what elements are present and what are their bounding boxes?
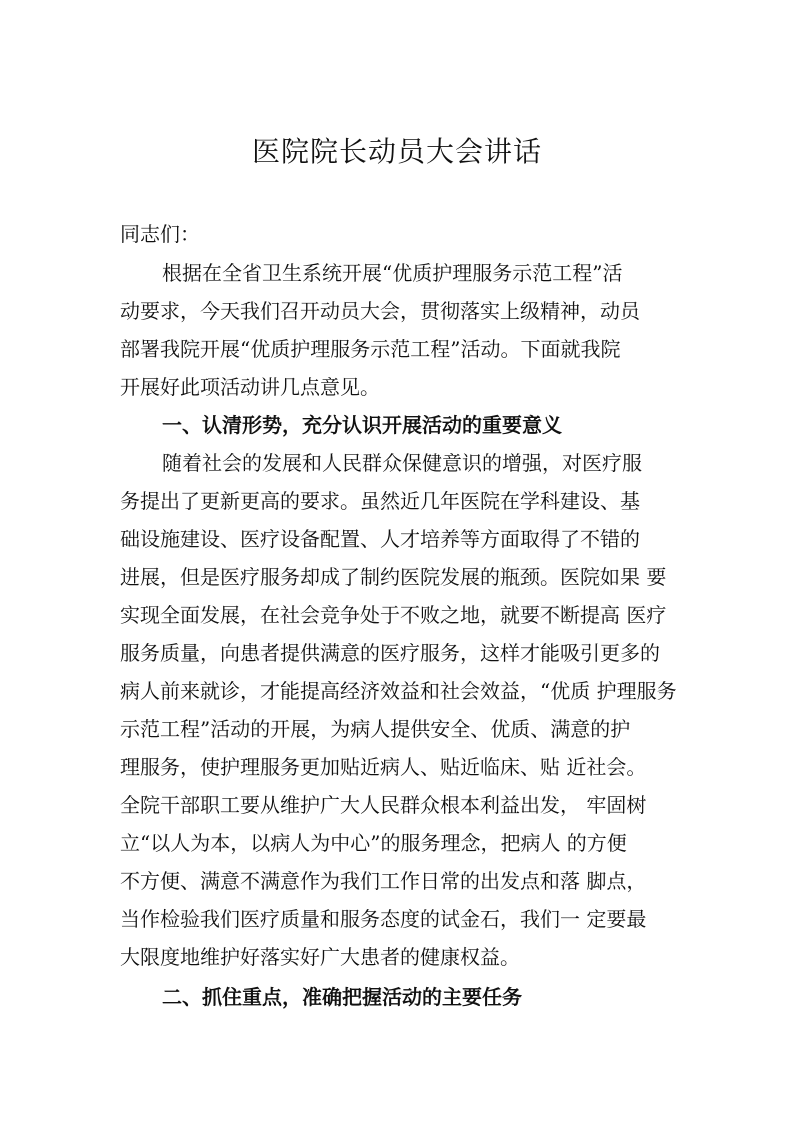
paragraph-line: 示范工程”活动的开展，为病人提供安全、优质、满意的护 [120, 717, 631, 741]
section-heading-1: 一、认清形势，充分认识开展活动的重要意义 [162, 413, 562, 437]
paragraph-line: 病人前来就诊，才能提高经济效益和社会效益，“优质 护理服务 [120, 679, 677, 703]
paragraph-line: 动要求，今天我们召开动员大会，贯彻落实上级精神，动员 [120, 299, 640, 323]
paragraph-line: 进展，但是医疗服务却成了制约医院发展的瓶颈。医院如果 要 [120, 565, 667, 589]
paragraph-line: 开展好此项活动讲几点意见。 [120, 375, 380, 399]
paragraph-line: 服务质量，向患者提供满意的医疗服务，这样才能吸引更多的 [120, 641, 660, 665]
section-heading-2: 二、抓住重点，准确把握活动的主要任务 [162, 985, 522, 1009]
paragraph-line: 立“以人为本，以病人为中心”的服务理念，把病人 的方便 [120, 831, 627, 855]
paragraph-line: 础设施建设、医疗设备配置、人才培养等方面取得了不错的 [120, 527, 640, 551]
paragraph-line: 理服务，使护理服务更加贴近病人、贴近临床、贴 近社会。 [120, 755, 647, 779]
paragraph-line: 当作检验我们医疗质量和服务态度的试金石，我们一 定要最 [120, 907, 647, 931]
paragraph-line: 实现全面发展，在社会竞争处于不败之地，就要不断提高 医疗 [120, 603, 667, 627]
paragraph-line: 务提出了更新更高的要求。虽然近几年医院在学科建设、基 [120, 489, 640, 513]
paragraph-line: 根据在全省卫生系统开展“优质护理服务示范工程”活 [162, 261, 623, 285]
paragraph-line: 大限度地维护好落实好广大患者的健康权益。 [120, 945, 520, 969]
paragraph-line: 全院干部职工要从维护广大人民群众根本利益出发， 牢固树 [120, 793, 647, 817]
salutation: 同志们： [120, 222, 200, 246]
paragraph-line: 随着社会的发展和人民群众保健意识的增强，对医疗服 [162, 451, 642, 475]
paragraph-line: 部署我院开展“优质护理服务示范工程”活动。下面就我院 [120, 337, 621, 361]
paragraph-line: 不方便、满意不满意作为我们工作日常的出发点和落 脚点， [120, 869, 647, 893]
document-title: 医院院长动员大会讲话 [251, 135, 542, 168]
